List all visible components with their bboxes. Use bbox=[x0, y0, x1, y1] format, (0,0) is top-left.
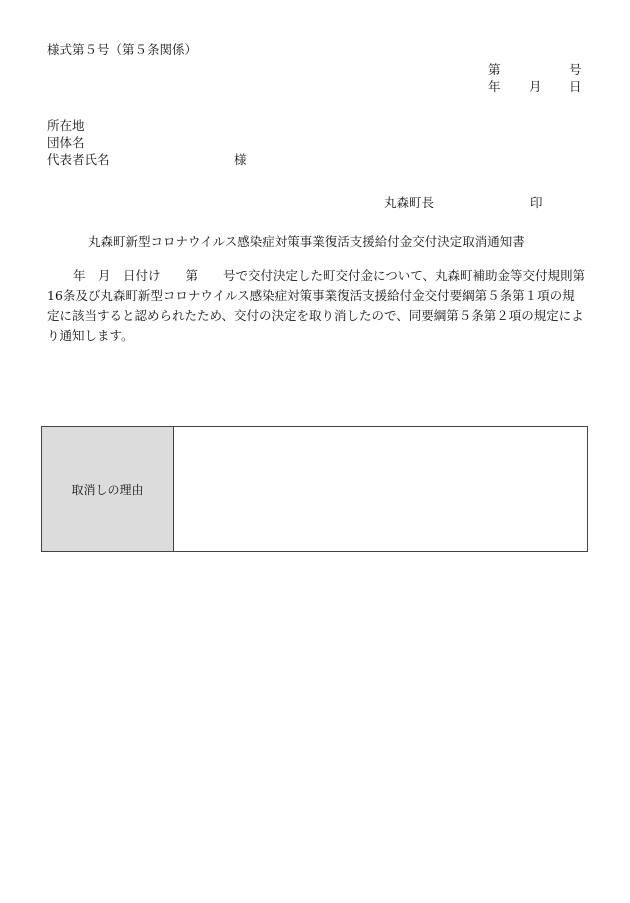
doc-number-prefix: 第 bbox=[488, 62, 501, 77]
issuer-name: 丸森町長 bbox=[384, 195, 435, 210]
cancellation-reason-field[interactable] bbox=[174, 427, 587, 551]
recipient-org-label: 団体名 bbox=[47, 135, 85, 150]
form-number-label: 様式第５号（第５条関係） bbox=[47, 42, 198, 57]
cancellation-reason-table bbox=[41, 426, 588, 552]
recipient-location-label: 所在地 bbox=[47, 118, 85, 133]
date-day-label: 日 bbox=[569, 79, 582, 94]
recipient-representative-label: 代表者氏名 bbox=[47, 152, 110, 167]
notice-body-text: 年 月 日付け 第 号で交付決定した町交付金について、丸森町補助金等交付規則第16条及び丸森町新型コロナウイルス感染症対策事業復活支援給付金交付要綱第５条第１項の規定に該当すると認められたため、交付の決定を取り消したので、同要綱第５条第２項の規定により通知します。 bbox=[47, 268, 586, 343]
date-year-label: 年 bbox=[488, 79, 501, 94]
issuer-seal-mark: 印 bbox=[530, 195, 543, 210]
recipient-honorific: 様 bbox=[234, 152, 247, 167]
cancellation-reason-label: 取消しの理由 bbox=[42, 427, 174, 551]
document-title: 丸森町新型コロナウイルス感染症対策事業復活支援給付金交付決定取消通知書 bbox=[88, 234, 525, 249]
date-month-label: 月 bbox=[529, 79, 542, 94]
doc-number-suffix: 号 bbox=[569, 62, 582, 77]
